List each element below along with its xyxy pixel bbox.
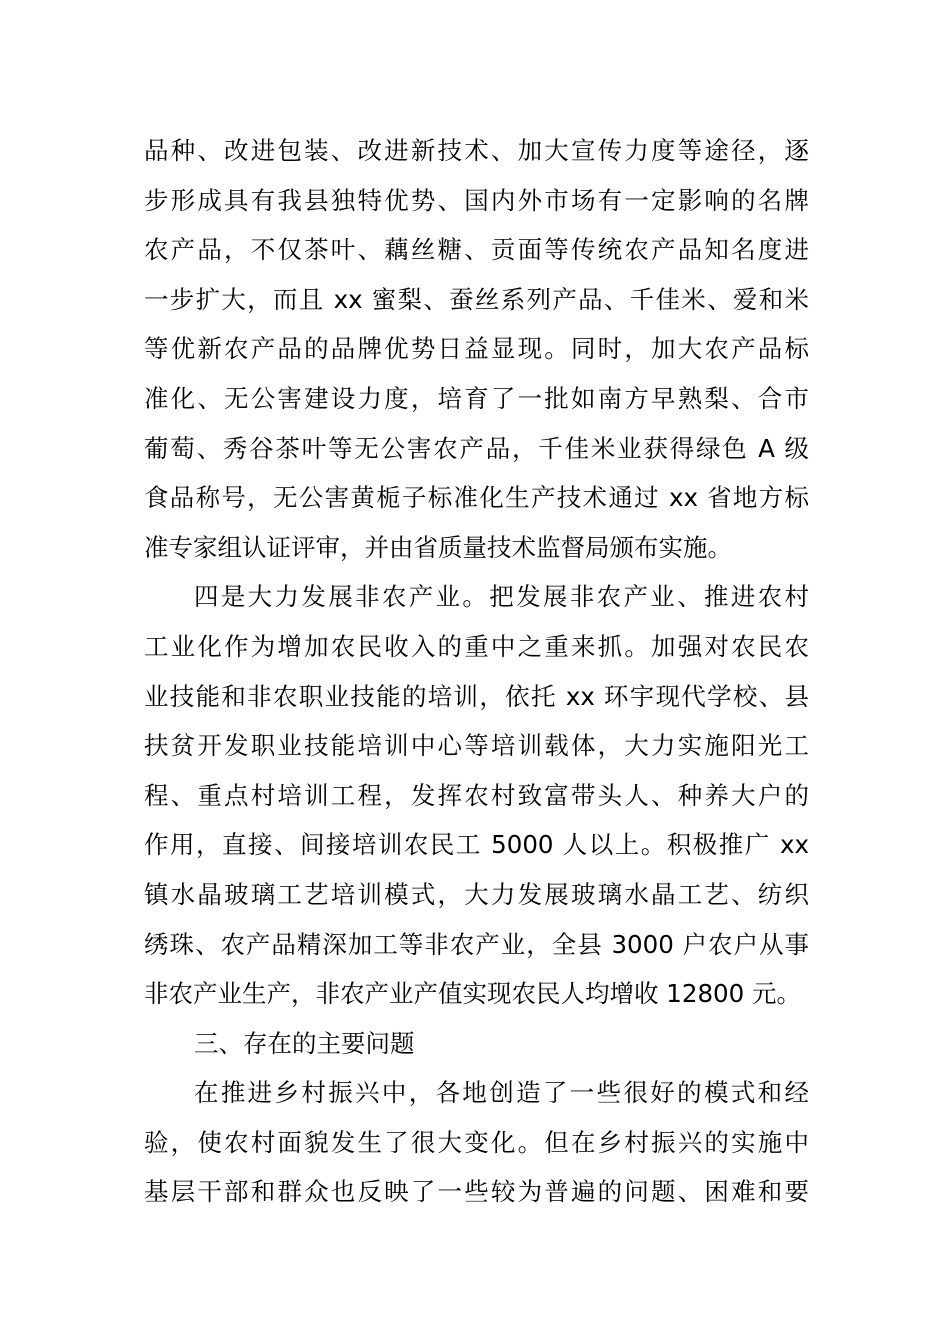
text-line: 农产品，不仅茶叶、藕丝糖、贡面等传统农产品知名度进 bbox=[144, 235, 809, 265]
text-line: 验，使农村面貌发生了很大变化。但在乡村振兴的实施中 bbox=[144, 1127, 809, 1157]
text-line: 业技能和非农职业技能的培训，依托 xx 环宇现代学校、县 bbox=[144, 681, 809, 711]
text-line: 准专家组认证评审，并由省质量技术监督局颁布实施。 bbox=[144, 532, 732, 562]
text-line: 作用，直接、间接培训农民工 5000 人以上。积极推广 xx bbox=[144, 830, 809, 860]
text-line: 工业化作为增加农民收入的重中之重来抓。加强对农民农 bbox=[144, 631, 809, 661]
section-heading: 三、存在的主要问题 bbox=[194, 1028, 415, 1058]
text-line: 食品称号，无公害黄栀子标准化生产技术通过 xx 省地方标 bbox=[144, 483, 809, 513]
paragraph-first-line: 在推进乡村振兴中，各地创造了一些很好的模式和经 bbox=[194, 1078, 809, 1108]
text-line: 等优新农产品的品牌优势日益显现。同时，加大农产品标 bbox=[144, 334, 809, 364]
text-line: 基层干部和群众也反映了一些较为普遍的问题、困难和要 bbox=[144, 1177, 809, 1207]
text-line: 程、重点村培训工程，发挥农村致富带头人、种养大户的 bbox=[144, 780, 809, 810]
text-line: 步形成具有我县独特优势、国内外市场有一定影响的名牌 bbox=[144, 185, 809, 215]
text-line: 扶贫开发职业技能培训中心等培训载体，大力实施阳光工 bbox=[144, 731, 809, 761]
text-line: 品种、改进包装、改进新技术、加大宣传力度等途径，逐 bbox=[144, 136, 809, 165]
text-line: 葡萄、秀谷茶叶等无公害农产品，千佳米业获得绿色 A 级 bbox=[144, 433, 809, 463]
text-line: 绣珠、农产品精深加工等非农产业，全县 3000 户农户从事 bbox=[144, 929, 809, 959]
text-line: 非农产业生产，非农产业产值实现农民人均增收 12800 元。 bbox=[144, 979, 802, 1009]
text-line: 准化、无公害建设力度，培育了一批如南方早熟梨、合市 bbox=[144, 383, 809, 413]
text-line: 镇水晶玻璃工艺培训模式，大力发展玻璃水晶工艺、纺织 bbox=[144, 879, 809, 909]
text-line: 一步扩大，而且 xx 蜜梨、蚕丝系列产品、千佳米、爱和米 bbox=[144, 284, 809, 314]
document-body bbox=[144, 126, 809, 1217]
paragraph-first-line: 四是大力发展非农产业。把发展非农产业、推进农村 bbox=[194, 582, 809, 612]
